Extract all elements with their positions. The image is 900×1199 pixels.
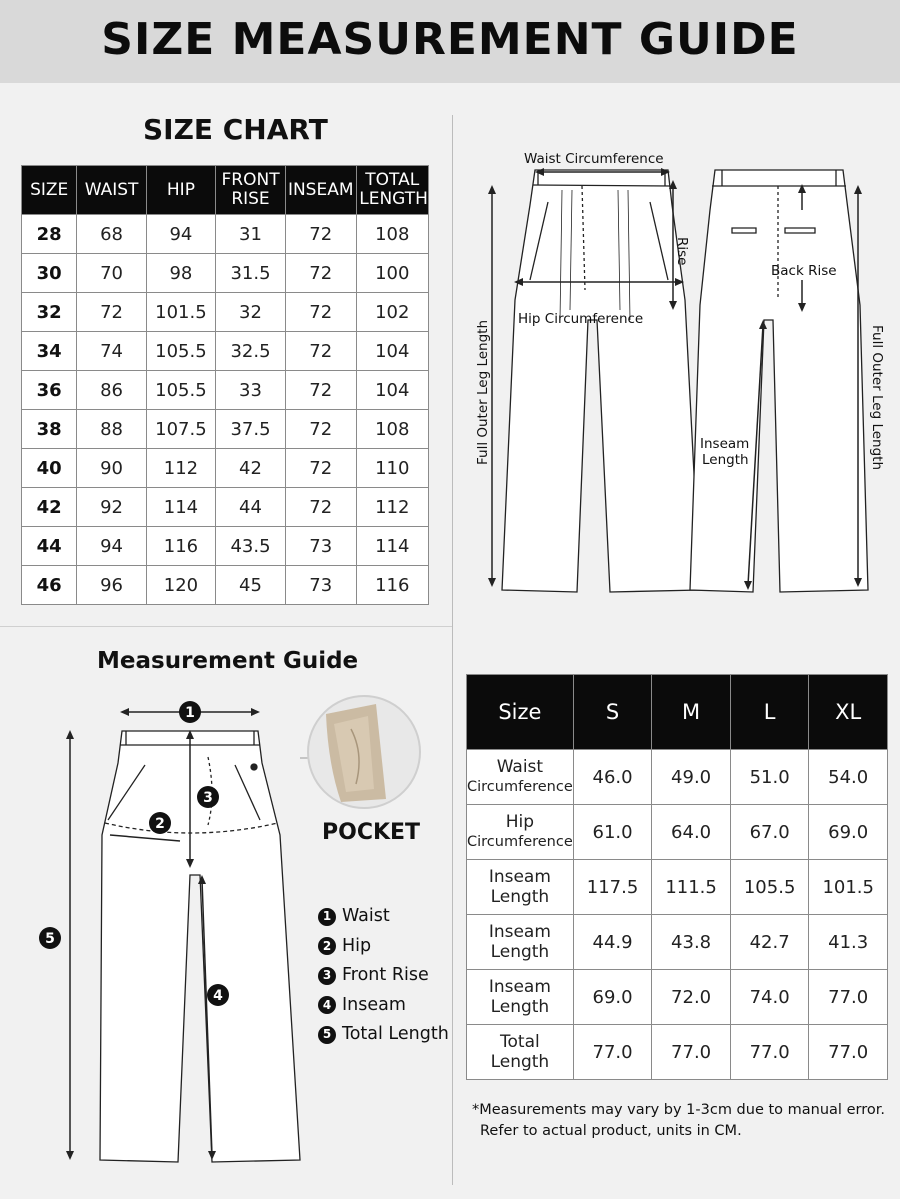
value-cell: 105.5 [730, 860, 809, 915]
size-chart-row [22, 254, 429, 293]
measurement-cell: 45 [216, 566, 286, 605]
legend-label: Hip [342, 935, 372, 956]
value-cell: 42.7 [730, 915, 809, 970]
size-cell: 42 [22, 488, 77, 527]
measurement-cell: 120 [146, 566, 215, 605]
marker-5: 5 [45, 931, 55, 947]
legend-item-total-length [318, 1020, 449, 1050]
measurement-cell: 102 [356, 293, 428, 332]
hip-circumference-label: Hip Circumference [518, 311, 644, 327]
note-line-2: Refer to actual product, units in CM. [480, 1123, 742, 1139]
value-cell: 49.0 [652, 750, 731, 805]
header-xl: XL [809, 675, 888, 750]
measurement-cell: 94 [77, 527, 146, 566]
legend-label: Inseam [342, 994, 406, 1015]
size-table-row [467, 915, 888, 970]
header-banner [0, 0, 900, 83]
full-leg-label-left: Full Outer Leg Length [475, 319, 491, 465]
marker-1: 1 [185, 705, 195, 721]
full-leg-label-right: Full Outer Leg Length [869, 325, 885, 471]
measurement-cell: 112 [146, 449, 215, 488]
value-cell: 44.9 [573, 915, 652, 970]
row-label [467, 1025, 574, 1080]
page-title: SIZE MEASUREMENT GUIDE [101, 14, 799, 65]
value-cell: 74.0 [730, 970, 809, 1025]
value-cell: 77.0 [573, 1025, 652, 1080]
row-label [467, 805, 574, 860]
row-label-line1: Hip [505, 812, 535, 832]
measurement-cell: 104 [356, 371, 428, 410]
measurement-cell: 105.5 [146, 371, 215, 410]
legend-num: 1 [318, 908, 336, 926]
size-table-row [467, 860, 888, 915]
measurement-cell: 33 [216, 371, 286, 410]
value-cell: 61.0 [573, 805, 652, 860]
measurement-cell: 31 [216, 215, 286, 254]
size-chart-row [22, 488, 429, 527]
measurement-cell: 68 [77, 215, 146, 254]
measurement-cell: 72 [285, 410, 356, 449]
inseam-label-line2: Length [702, 452, 749, 468]
measurement-cell: 73 [285, 527, 356, 566]
value-cell: 51.0 [730, 750, 809, 805]
size-table-row [467, 1025, 888, 1080]
measurement-cell: 90 [77, 449, 146, 488]
header-total-length [356, 166, 428, 215]
rise-label: Rise [674, 237, 690, 266]
size-cell: 30 [22, 254, 77, 293]
measurement-cell: 104 [356, 332, 428, 371]
size-cell: 44 [22, 527, 77, 566]
legend-label: Front Rise [342, 965, 429, 985]
size-chart-table [21, 165, 429, 605]
value-cell: 77.0 [652, 1025, 731, 1080]
value-cell: 43.8 [652, 915, 731, 970]
value-cell: 64.0 [652, 805, 731, 860]
measurement-cell: 86 [77, 371, 146, 410]
row-label-line2: Length [490, 942, 550, 962]
measurement-cell: 43.5 [216, 527, 286, 566]
size-chart-title: SIZE CHART [143, 113, 328, 146]
size-cell: 38 [22, 410, 77, 449]
measurement-guide-title: Measurement Guide [97, 648, 359, 674]
disclaimer-note [472, 1100, 885, 1142]
measurement-cell: 32 [216, 293, 286, 332]
measurement-cell: 98 [146, 254, 215, 293]
header-size: SIZE [22, 166, 77, 215]
legend-item-hip [318, 932, 449, 962]
horizontal-divider [0, 626, 452, 627]
size-cell: 36 [22, 371, 77, 410]
header-size: Size [467, 675, 574, 750]
header-s: S [573, 675, 652, 750]
measurement-cell: 92 [77, 488, 146, 527]
measurement-cell: 73 [285, 566, 356, 605]
row-label-line1: Inseam [488, 867, 551, 887]
row-label-line2: Circumference [467, 779, 573, 795]
size-table-sml [466, 674, 888, 1080]
size-chart-header-row [22, 166, 429, 215]
inseam-label-line1: Inseam [700, 436, 750, 452]
measurement-cell: 72 [285, 332, 356, 371]
row-label-line1: Total [500, 1032, 540, 1052]
measurement-cell: 72 [285, 215, 356, 254]
measurement-cell: 72 [285, 449, 356, 488]
measurement-cell: 88 [77, 410, 146, 449]
marker-3: 3 [203, 790, 213, 806]
pants-guide-drawing [30, 695, 320, 1175]
pants-technical-diagram [460, 140, 900, 610]
measurement-cell: 74 [77, 332, 146, 371]
legend-num: 2 [318, 937, 336, 955]
measurement-cell: 70 [77, 254, 146, 293]
measurement-cell: 96 [77, 566, 146, 605]
value-cell: 101.5 [809, 860, 888, 915]
header-front-rise-text: FRONT RISE [221, 170, 280, 209]
size-cell: 34 [22, 332, 77, 371]
measurement-cell: 72 [285, 254, 356, 293]
row-label-line2: Circumference [467, 834, 573, 850]
legend-num: 3 [318, 967, 336, 985]
header-total-length-text: TOTAL LENGTH [359, 170, 428, 209]
size-chart-row [22, 371, 429, 410]
header-waist: WAIST [77, 166, 146, 215]
measurement-cell: 94 [146, 215, 215, 254]
measurement-cell: 32.5 [216, 332, 286, 371]
value-cell: 46.0 [573, 750, 652, 805]
row-label-line1: Inseam [488, 977, 551, 997]
measurement-legend [318, 902, 449, 1050]
value-cell: 77.0 [809, 1025, 888, 1080]
value-cell: 69.0 [573, 970, 652, 1025]
legend-num: 5 [318, 1026, 336, 1044]
size-chart-row [22, 449, 429, 488]
measurement-cell: 112 [356, 488, 428, 527]
measurement-cell: 107.5 [146, 410, 215, 449]
value-cell: 77.0 [809, 970, 888, 1025]
measurement-cell: 114 [356, 527, 428, 566]
row-label-line1: Waist [496, 757, 544, 777]
marker-2: 2 [155, 816, 165, 832]
header-inseam: INSEAM [285, 166, 356, 215]
measurement-cell: 108 [356, 215, 428, 254]
pocket-label: POCKET [322, 820, 421, 845]
marker-4: 4 [213, 988, 223, 1004]
legend-label: Waist [342, 906, 390, 926]
legend-item-front-rise [318, 961, 449, 991]
measurement-cell: 108 [356, 410, 428, 449]
measurement-cell: 37.5 [216, 410, 286, 449]
measurement-cell: 116 [356, 566, 428, 605]
measurement-cell: 100 [356, 254, 428, 293]
value-cell: 67.0 [730, 805, 809, 860]
legend-item-inseam [318, 991, 449, 1021]
size-cell: 28 [22, 215, 77, 254]
value-cell: 41.3 [809, 915, 888, 970]
size-chart-row [22, 215, 429, 254]
measurement-cell: 72 [77, 293, 146, 332]
value-cell: 54.0 [809, 750, 888, 805]
size-table-row [467, 750, 888, 805]
row-label [467, 915, 574, 970]
measurement-cell: 72 [285, 293, 356, 332]
measurement-cell: 42 [216, 449, 286, 488]
value-cell: 117.5 [573, 860, 652, 915]
row-label-line2: Length [490, 887, 550, 907]
note-line-1: *Measurements may vary by 1-3cm due to manual error. [472, 1102, 885, 1118]
vertical-divider [452, 115, 453, 1185]
measurement-cell: 105.5 [146, 332, 215, 371]
pocket-detail-image [306, 694, 422, 810]
size-table-row [467, 805, 888, 860]
measurement-cell: 72 [285, 488, 356, 527]
size-chart-row [22, 527, 429, 566]
value-cell: 77.0 [730, 1025, 809, 1080]
legend-item-waist [318, 902, 449, 932]
row-label-line2: Length [490, 1052, 550, 1072]
back-rise-label: Back Rise [771, 263, 837, 279]
row-label-line2: Length [490, 997, 550, 1017]
size-cell: 40 [22, 449, 77, 488]
measurement-cell: 110 [356, 449, 428, 488]
row-label [467, 860, 574, 915]
measurement-cell: 44 [216, 488, 286, 527]
header-front-rise [216, 166, 286, 215]
row-label-line1: Inseam [488, 922, 551, 942]
size-chart-row [22, 293, 429, 332]
legend-label: Total Length [342, 1024, 449, 1044]
size-table-row [467, 970, 888, 1025]
waist-circumference-label: Waist Circumference [524, 151, 664, 167]
row-label [467, 750, 574, 805]
size-table-header-row [467, 675, 888, 750]
value-cell: 72.0 [652, 970, 731, 1025]
header-l: L [730, 675, 809, 750]
size-chart-row [22, 566, 429, 605]
measurement-cell: 101.5 [146, 293, 215, 332]
header-m: M [652, 675, 731, 750]
header-hip: HIP [146, 166, 215, 215]
value-cell: 69.0 [809, 805, 888, 860]
size-cell: 46 [22, 566, 77, 605]
size-chart-row [22, 332, 429, 371]
legend-num: 4 [318, 996, 336, 1014]
measurement-cell: 114 [146, 488, 215, 527]
measurement-cell: 31.5 [216, 254, 286, 293]
measurement-cell: 116 [146, 527, 215, 566]
size-cell: 32 [22, 293, 77, 332]
size-chart-row [22, 410, 429, 449]
measurement-cell: 72 [285, 371, 356, 410]
row-label [467, 970, 574, 1025]
value-cell: 111.5 [652, 860, 731, 915]
